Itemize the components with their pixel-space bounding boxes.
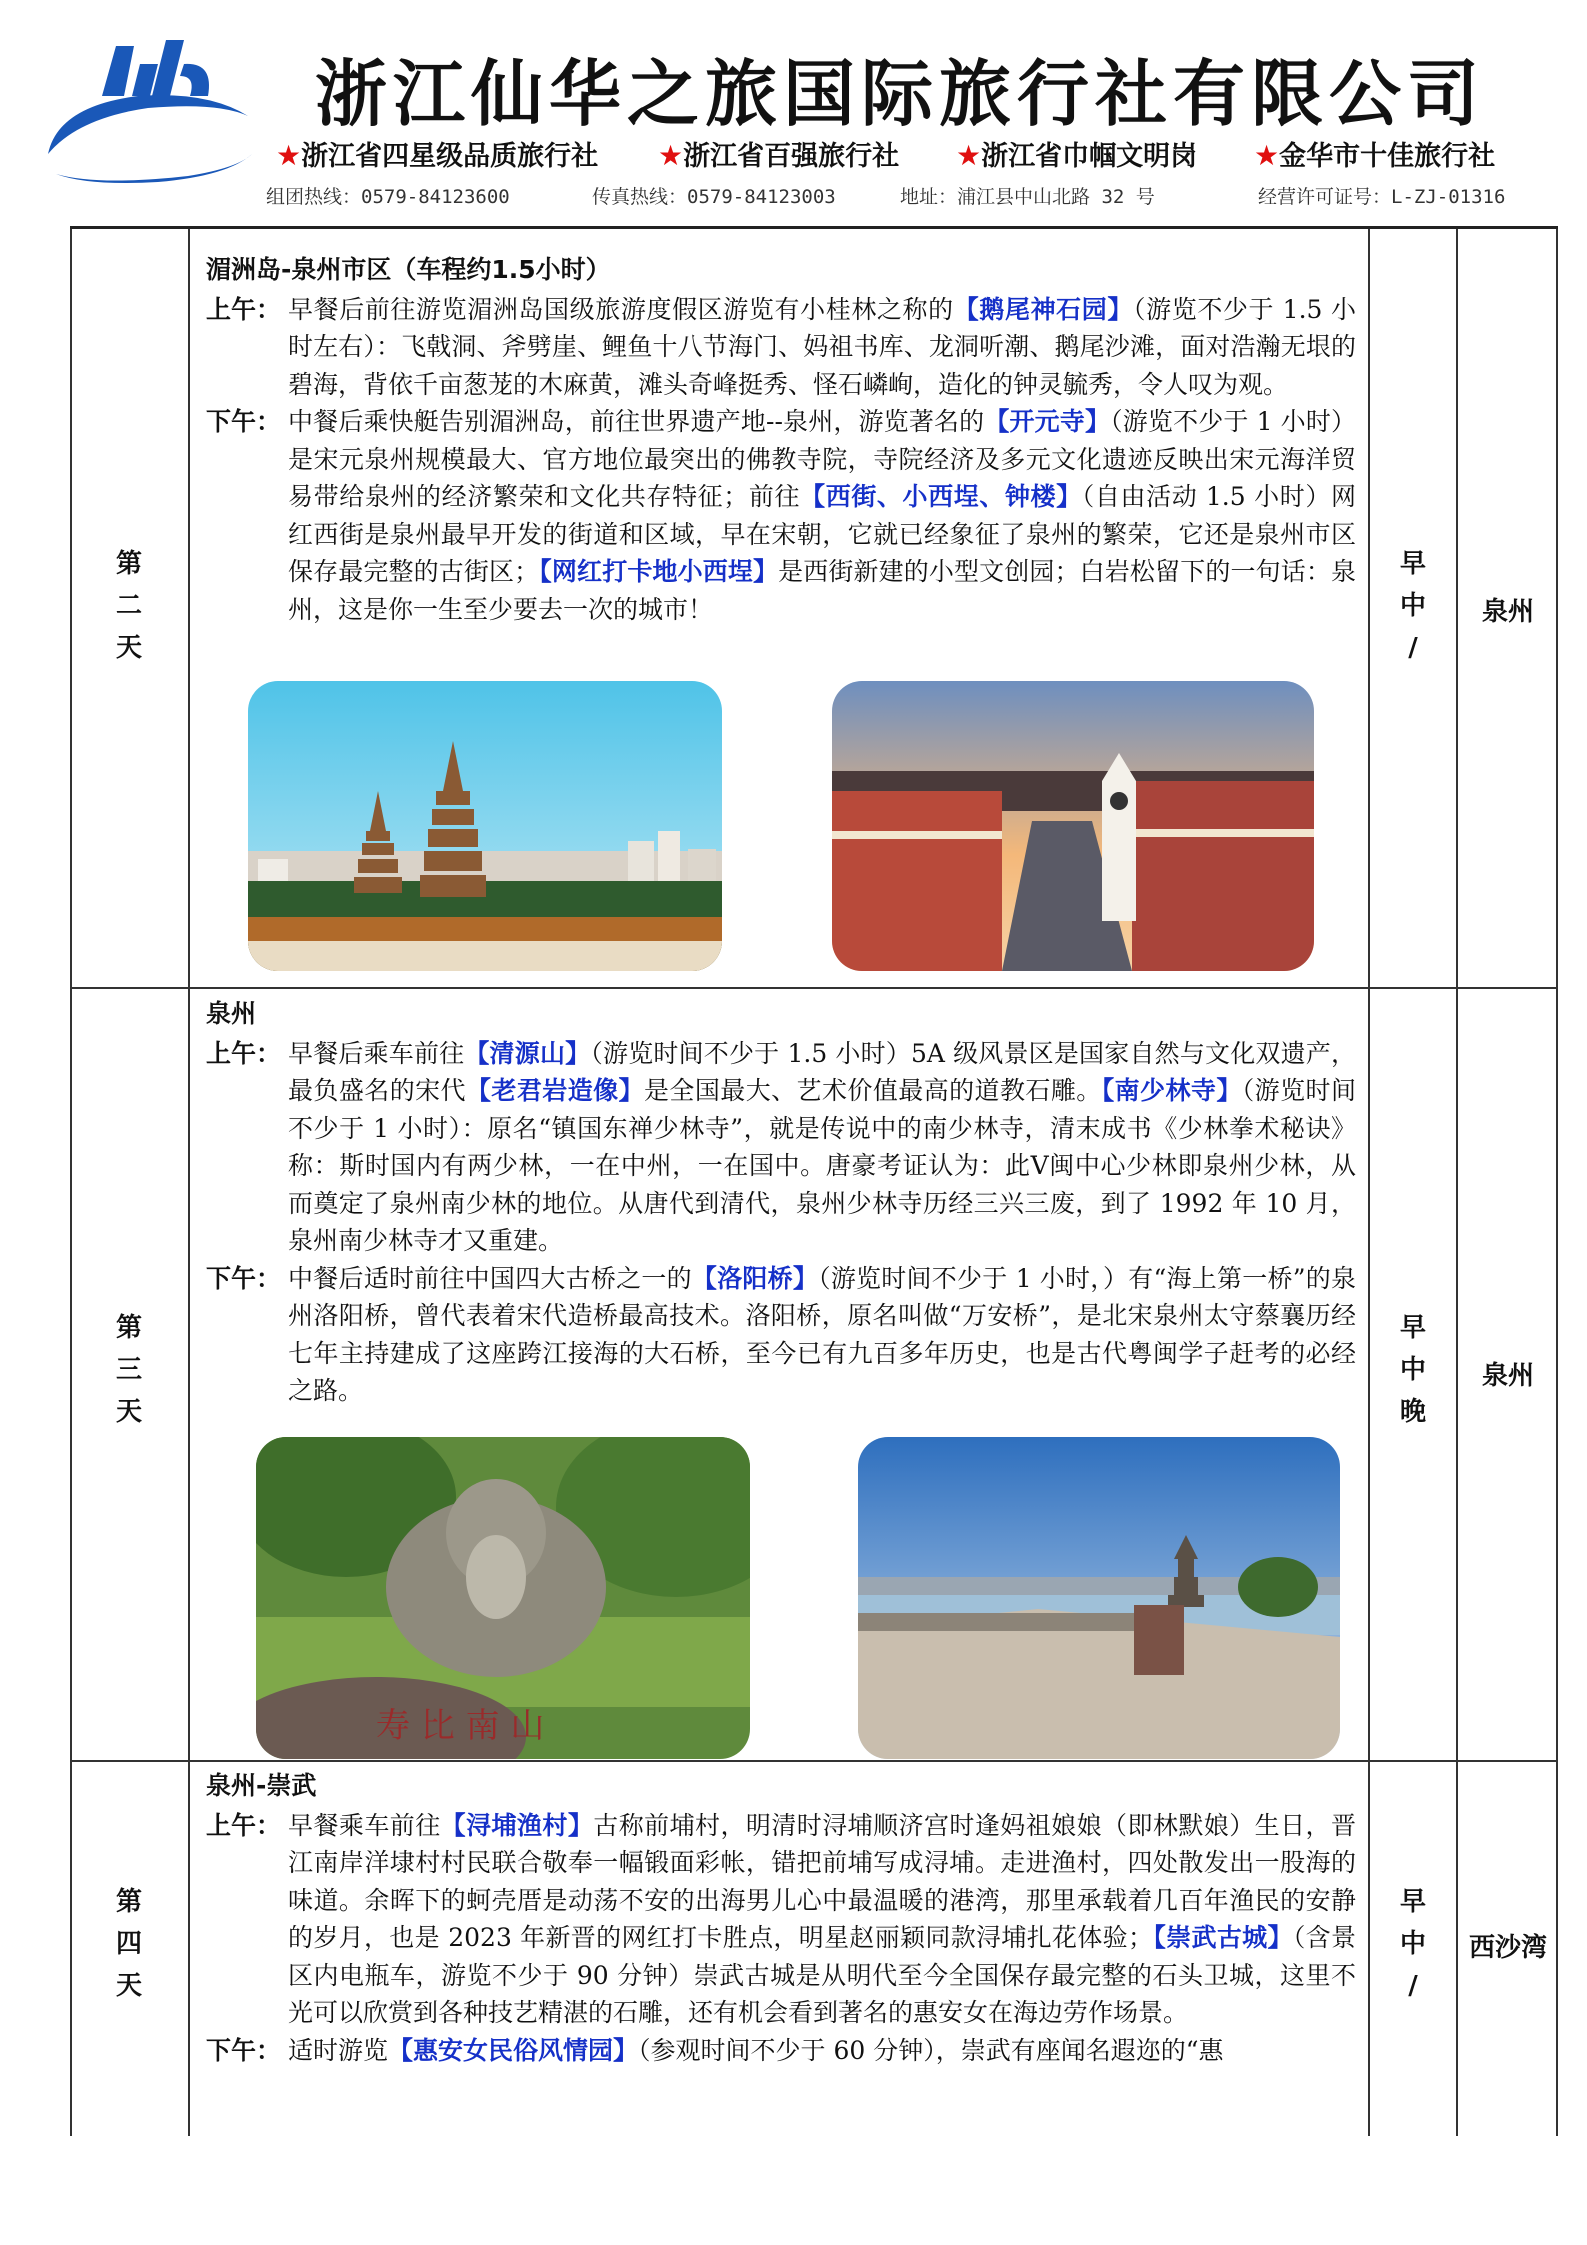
table-border-right bbox=[1556, 229, 1558, 2136]
address: 地址：浦江县中山北路 32 号 bbox=[900, 186, 1155, 208]
table-divider bbox=[188, 229, 190, 2136]
attraction-name: 【浔埔渔村】 bbox=[440, 1810, 594, 1840]
row-divider bbox=[70, 1760, 1558, 1762]
pagoda-photo bbox=[248, 681, 722, 971]
table-divider bbox=[1456, 229, 1458, 2136]
morning-paragraph: 上午： 早餐后前往游览湄洲岛国级旅游度假区游览有小桂林之称的【鹅尾神石园】（游览不少于 1.5 小时左右）：飞戟洞、斧劈崖、鲤鱼十八节海门、妈祖书库、龙洞听潮、鹅尾沙滩，面对浩瀚无垠的碧海，背依千亩葱茏的木麻黄，滩头奇峰挺秀、怪石嶙峋，造化的钟灵毓秀，令人叹为观。 bbox=[206, 294, 1356, 399]
luoyang-bridge-photo bbox=[858, 1437, 1340, 1759]
afternoon-paragraph: 下午： 中餐后适时前往中国四大古桥之一的【洛阳桥】（游览时间不少于 1 小时，）有“海上第一桥”的泉州洛阳桥，曾代表着宋代造桥最高技术。洛阳桥，原名叫做“万安桥”，是北宋泉州太守蔡襄历经七年主持建成了这座跨江接海的大石桥，至今已有九百多年历史，也是古代粤闽学子赶考的必经之路。 bbox=[206, 1263, 1356, 1405]
honor-item: ★浙江省四星级品质旅行社 bbox=[276, 139, 599, 172]
attraction-name: 【清源山】 bbox=[464, 1038, 591, 1068]
day-label: 第 四 天 bbox=[115, 1887, 142, 2001]
honor-item: ★浙江省巾帼文明岗 bbox=[956, 139, 1198, 172]
attraction-name: 【南少林寺】 bbox=[1101, 1076, 1242, 1105]
table-border-left bbox=[70, 229, 72, 2136]
license-number: 经营许可证号：L-ZJ-01316 bbox=[1258, 186, 1506, 208]
west-street-photo bbox=[832, 681, 1314, 971]
honors-row bbox=[276, 134, 1536, 174]
day-title: 泉州 bbox=[206, 999, 257, 1028]
attraction-name: 【惠安女民俗风情园】 bbox=[388, 2035, 639, 2065]
laojun-statue-photo bbox=[256, 1437, 750, 1759]
day-title: 湄洲岛-泉州市区（车程约1.5小时） bbox=[206, 255, 611, 284]
day-content bbox=[206, 995, 1356, 1410]
day-label: 第 二 天 bbox=[115, 549, 142, 663]
day-content bbox=[206, 251, 1356, 628]
star-icon: ★ bbox=[1254, 139, 1280, 172]
hotel: 泉州 bbox=[1481, 597, 1534, 627]
honor-item: ★浙江省百强旅行社 bbox=[658, 139, 900, 172]
hotel: 泉州 bbox=[1481, 1361, 1534, 1391]
attraction-name: 【西街、小西埕、钟楼】 bbox=[800, 482, 1082, 511]
attraction-name: 【老君岩造像】 bbox=[466, 1076, 644, 1105]
attraction-name: 【崇武古城】 bbox=[1153, 1923, 1293, 1952]
star-icon: ★ bbox=[276, 139, 302, 172]
meals: 早 中 晚 bbox=[1399, 1313, 1426, 1427]
attraction-name: 【洛阳桥】 bbox=[691, 1263, 819, 1293]
fax-hotline: 传真热线：0579-84123003 bbox=[592, 186, 836, 208]
honor-item: ★金华市十佳旅行社 bbox=[1254, 139, 1496, 172]
page-header bbox=[0, 0, 1587, 228]
company-name: 浙江仙华之旅国际旅行社有限公司 bbox=[314, 52, 1485, 136]
svg-text:寿 比 南 山: 寿 比 南 山 bbox=[376, 1706, 545, 1746]
group-hotline: 组团热线：0579-84123600 bbox=[266, 186, 510, 208]
svg-text:仙华之旅: 仙华之旅 bbox=[102, 135, 191, 160]
meals: 早 中 / bbox=[1399, 1887, 1426, 2001]
star-icon: ★ bbox=[956, 139, 982, 172]
table-divider bbox=[1368, 229, 1370, 2136]
morning-paragraph: 上午： 早餐后乘车前往【清源山】（游览时间不少于 1.5 小时）5A 级风景区是国家自然与文化双遗产，最负盛名的宋代【老君岩造像】是全国最大、艺术价值最高的道教石雕。【南少林寺】（游览时间不少于 1 小时）：原名“镇国东禅少林寺”，就是传说中的南少林寺，清末成书《少林拳术秘诀》 称：斯时国内有两少林，一在中州，一在国中。唐豪考证认为：此Ⅴ闽中心少林即泉州少林，从而奠定了泉州南少林的地位。从唐代到清代，泉州少林寺历经三兴三废，到了 1992 年 10 月，泉州南少林寺才又重建。 bbox=[206, 1038, 1356, 1255]
morning-paragraph: 上午： 早餐乘车前往【浔埔渔村】古称前埔村，明清时浔埔顺济宫时逢妈祖娘娘（即林默娘）生日，晋江南岸洋埭村村民联合敬奉一幅锻面彩帐，错把前埔写成浔埔。走进渔村，四处散发出一股海的味道。余晖下的蚵壳厝是动荡不安的出海男儿心中最温暖的港湾，那里承载着几百年渔民的安静的岁月，也是 2023 年新晋的网红打卡胜点，明星赵丽颖同款浔埔扎花体验；【崇武古城】（含景区内电瓶车，游览不少于 90 分钟）崇武古城是从明代至今全国保存最完整的石头卫城，这里不光可以欣赏到各种技艺精湛的石雕，还有机会看到著名的惠安女在海边劳作场景。 bbox=[206, 1810, 1356, 2027]
row-divider bbox=[70, 987, 1558, 989]
company-logo bbox=[38, 36, 256, 186]
afternoon-paragraph: 下午： 适时游览【惠安女民俗风情园】（参观时间不少于 60 分钟），崇武有座闻名遐迩的“惠 bbox=[206, 2035, 1224, 2065]
afternoon-paragraph: 下午： 中餐后乘快艇告别湄洲岛，前往世界遗产地--泉州，游览著名的【开元寺】（游览不少于 1 小时）是宋元泉州规模最大、官方地位最突出的佛教寺院，寺院经济及多元文化遗迹反映出宋元海洋贸易带给泉州的经济繁荣和文化共存特征；前往【西街、小西埕、钟楼】（自由活动 1.5 小时）网红西街是泉州最早开发的街道和区域，早在宋朝，它就已经象征了泉州的繁荣，它还是泉州市区保存最完整的古街区；【网红打卡地小西埕】是西街新建的小型文创园；白岩松留下的一句话：泉州，这是你一生至少要去一次的城市！ bbox=[206, 407, 1356, 624]
meals: 早 中 / bbox=[1399, 549, 1426, 663]
hotel: 西沙湾 bbox=[1468, 1933, 1547, 1963]
contact-line bbox=[0, 182, 1587, 212]
attraction-name: 【鹅尾神石园】 bbox=[953, 294, 1133, 324]
attraction-name: 【网红打卡地小西埕】 bbox=[539, 557, 779, 586]
attraction-name: 【开元寺】 bbox=[984, 407, 1111, 436]
star-icon: ★ bbox=[658, 139, 684, 172]
day-title: 泉州-崇武 bbox=[206, 1771, 317, 1800]
day-content bbox=[206, 1767, 1356, 2069]
itinerary-table bbox=[70, 229, 1558, 2136]
day-label: 第 三 天 bbox=[115, 1313, 142, 1427]
